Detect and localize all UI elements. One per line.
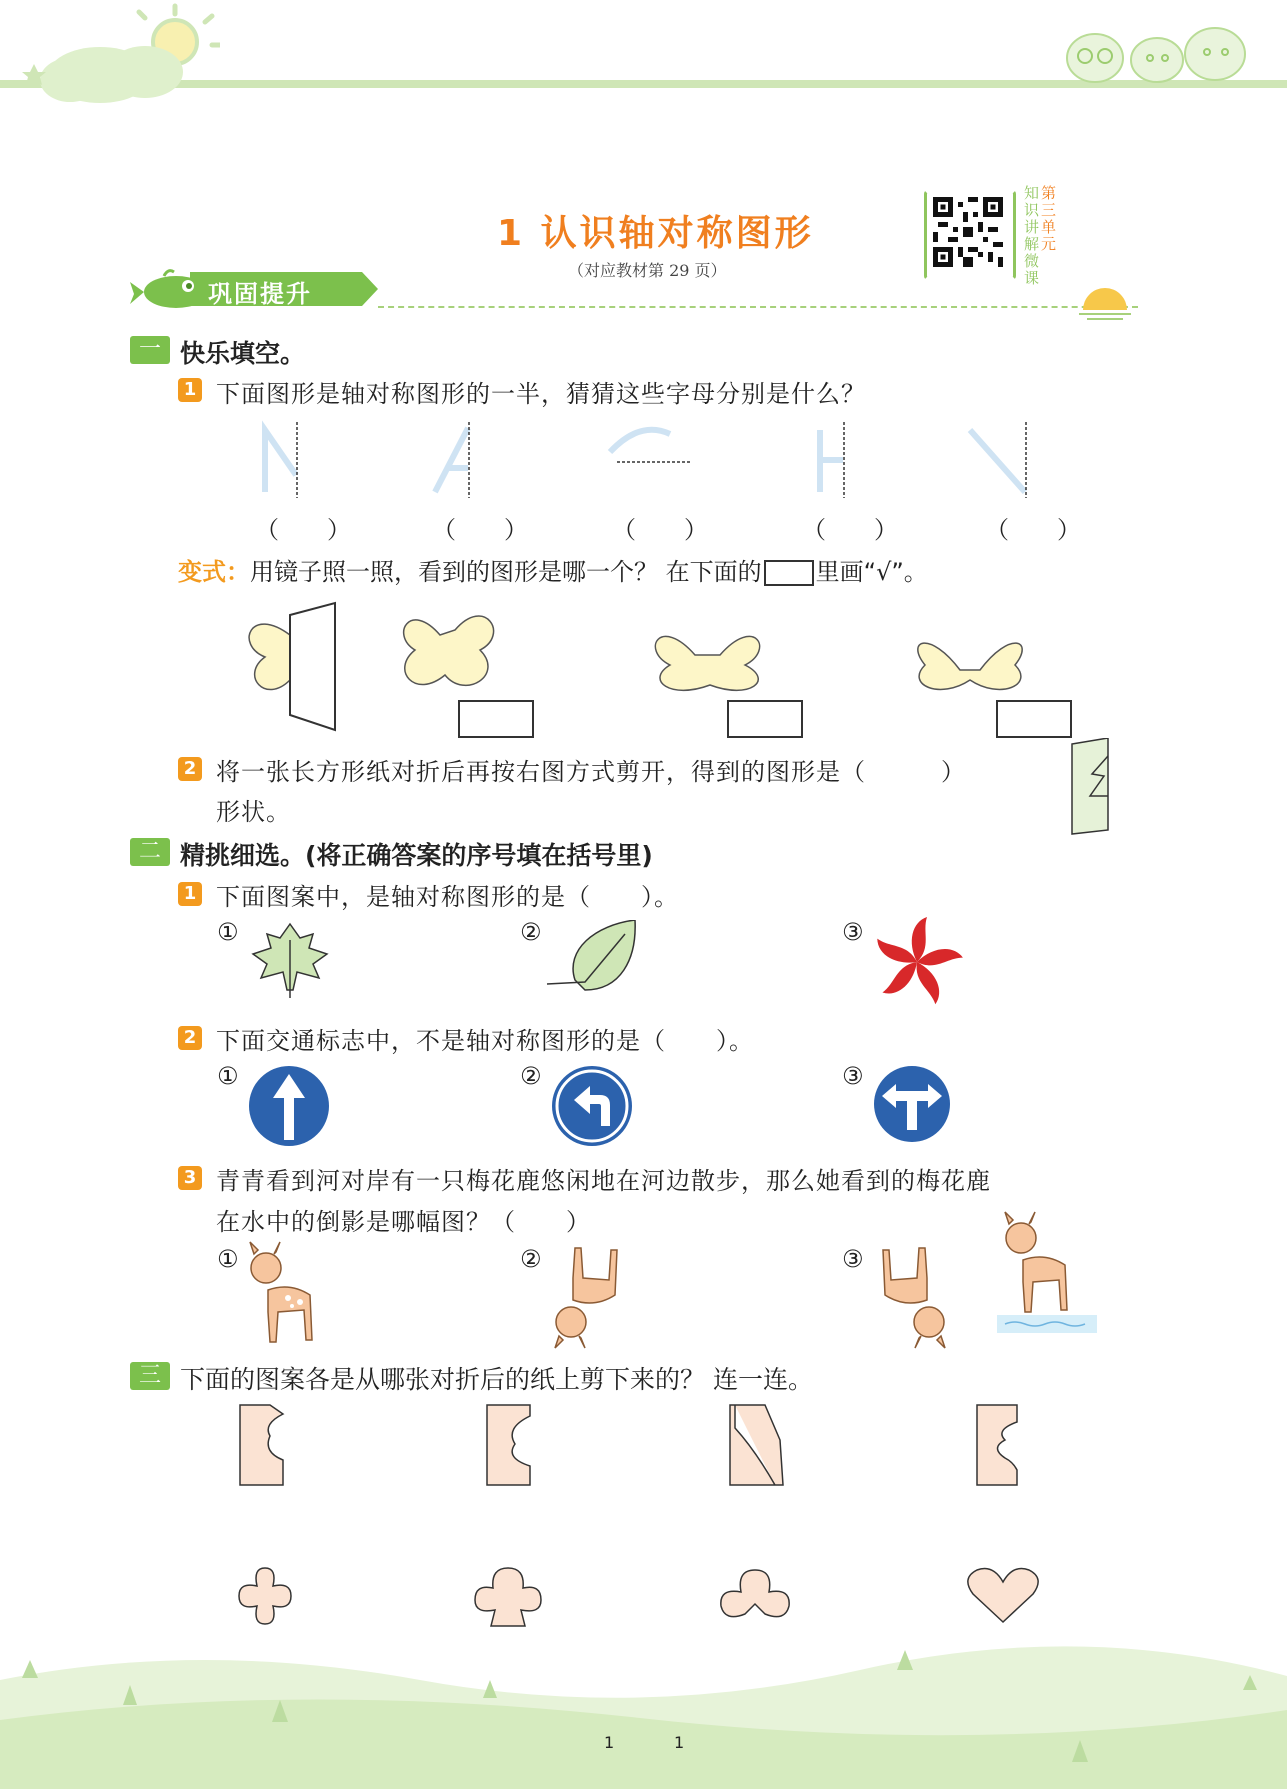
tick-box-3[interactable]: [996, 700, 1072, 738]
page-number-left: 1: [604, 1733, 615, 1752]
variant-text-after: 里画“√”。: [815, 558, 928, 586]
s2-q2-option-3: ③: [842, 1062, 864, 1090]
s2-q3-option-1: ①: [217, 1245, 239, 1273]
sun-cloud-icon: [20, 0, 220, 110]
page-number-right: 1: [674, 1733, 685, 1752]
s2-q3-number: 3: [178, 1166, 202, 1190]
half-letter-c: [610, 430, 670, 452]
cut-shape-club[interactable]: [475, 1568, 541, 1626]
deer-icon: [240, 1240, 325, 1350]
section-divider: [378, 306, 1138, 308]
s1-q2-text: 将一张长方形纸对折后再按右图方式剪开，得到的图形是（ ）: [216, 758, 966, 786]
s2-q1-option-2: ②: [520, 918, 542, 946]
half-butterfly-icon: [249, 624, 290, 689]
section2-badge: 二: [130, 838, 170, 866]
deer-upside-down-icon: [545, 1240, 630, 1350]
unit-label-col: 第 三 单 元: [1040, 184, 1056, 253]
s1-q1-text: 下面图形是轴对称图形的一半，猜猜这些字母分别是什么？: [216, 380, 866, 408]
answer-blank-5[interactable]: （ ）: [985, 516, 1081, 544]
answer-blank-3[interactable]: （ ）: [612, 516, 708, 544]
tick-box-sample: [764, 560, 814, 586]
cut-shape-heart[interactable]: [968, 1569, 1038, 1623]
footer-hills: [0, 1640, 1287, 1789]
leaf-icon: [545, 920, 645, 1000]
qr-code-icon[interactable]: [933, 197, 1003, 267]
section2-title: 精挑细选。(将正确答案的序号填在括号里): [180, 841, 653, 870]
s2-q2-option-1: ①: [217, 1062, 239, 1090]
section3-title: 下面的图案各是从哪张对折后的纸上剪下来的？ 连一连。: [180, 1365, 813, 1394]
half-letter-m: [265, 430, 296, 492]
half-letters-figure: [250, 420, 1050, 500]
s2-q3-option-3: ③: [842, 1245, 864, 1273]
folded-paper-icon: [1068, 738, 1118, 838]
folded-paper-3[interactable]: [730, 1405, 783, 1485]
lesson-label-col: 知 识 讲 解 微 课: [1023, 184, 1039, 287]
butterfly-option-3: [918, 643, 1022, 689]
s2-q3-text-2: 在水中的倒影是哪幅图？（ ）: [216, 1208, 591, 1236]
s2-q1-number: 1: [178, 882, 202, 906]
half-letter-a: [435, 428, 468, 492]
maple-leaf-icon: [245, 920, 335, 1000]
butterfly-option-2: [655, 636, 759, 690]
s2-q3-option-2: ②: [520, 1245, 542, 1273]
answer-blank-4[interactable]: （ ）: [802, 516, 898, 544]
folded-paper-2[interactable]: [487, 1405, 530, 1485]
deer-mirrored-upside-down-icon: [870, 1240, 955, 1350]
deer-by-river-icon: [995, 1210, 1100, 1340]
s2-q3-text: 青青看到河对岸有一只梅花鹿悠闲地在河边散步，那么她看到的梅花鹿: [216, 1167, 991, 1195]
straight-arrow-sign-icon: [247, 1064, 331, 1148]
cut-shapes-row: [225, 1560, 1055, 1640]
folded-papers-row: [235, 1400, 1035, 1500]
variant-label: 变式：: [178, 558, 250, 586]
folded-paper-4[interactable]: [977, 1405, 1017, 1485]
sunset-icon: [1075, 280, 1135, 325]
s2-q2-number: 2: [178, 1026, 202, 1050]
cut-shape-trefoil[interactable]: [721, 1570, 789, 1617]
s1-q2-number: 2: [178, 757, 202, 781]
s1-q1-number: 1: [178, 378, 202, 402]
half-letter-v: [970, 430, 1025, 492]
s2-q1-option-1: ①: [217, 918, 239, 946]
page-subtitle: （对应教材第 29 页）: [568, 261, 727, 280]
animal-faces-icon: [1055, 20, 1255, 85]
variant-line: [178, 552, 928, 587]
mirror-butterflies-figure: [240, 595, 1090, 745]
section1-title: 快乐填空。: [180, 339, 306, 368]
cut-shape-cross[interactable]: [239, 1568, 291, 1624]
s2-q1-text: 下面图案中，是轴对称图形的是（ ）。: [216, 883, 679, 911]
tick-box-2[interactable]: [727, 700, 803, 738]
page-title: 1 认识轴对称图形: [497, 213, 814, 254]
left-turn-sign-icon: [550, 1064, 634, 1148]
half-letter-h: [820, 430, 843, 492]
s2-q2-text: 下面交通标志中，不是轴对称图形的是（ ）。: [216, 1027, 754, 1055]
banner-label: 巩固提升: [208, 280, 312, 308]
butterfly-option-1: [404, 616, 494, 685]
bauhinia-flower-icon: [870, 915, 965, 1010]
left-right-turn-sign-icon: [872, 1064, 952, 1144]
tick-box-1[interactable]: [458, 700, 534, 738]
s2-q2-option-2: ②: [520, 1062, 542, 1090]
answer-blank-1[interactable]: （ ）: [255, 516, 351, 544]
variant-text-before: 用镜子照一照，看到的图形是哪一个？ 在下面的: [250, 558, 762, 586]
section3-badge: 三: [130, 1362, 170, 1390]
micro-lesson-label: [1014, 185, 1056, 287]
folded-paper-1[interactable]: [240, 1405, 283, 1485]
section1-badge: 一: [130, 336, 170, 364]
answer-blank-2[interactable]: （ ）: [432, 516, 528, 544]
s2-q1-option-3: ③: [842, 918, 864, 946]
mirror-icon: [290, 603, 335, 730]
s1-q2-text-2: 形状。: [216, 798, 291, 826]
